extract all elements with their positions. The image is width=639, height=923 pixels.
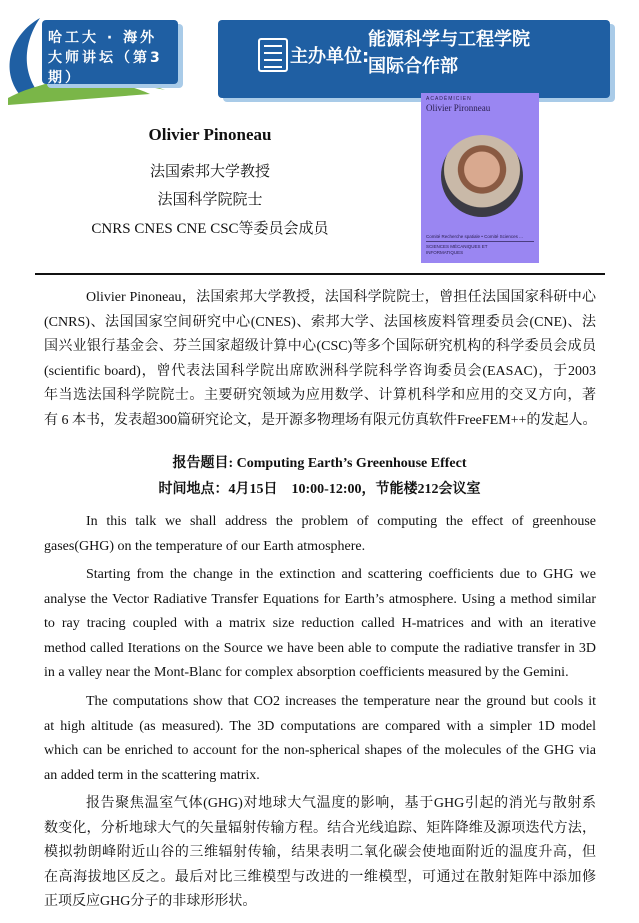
text-line: 在高海拔地区反之。最后对比三维模型与改进的一维模型，可通过在散射矩阵中添加修 [44,869,596,885]
text-line: analyse the Vector Radiative Transfer Equations for Earth’s atmosphere. Using a method similar [44,591,596,607]
abstract-paragraph [44,792,596,915]
talk-time-place: 时间地点：4月15日 10:00-12:00，节能楼212会议室 [158,482,481,497]
text-line: 有 6 本书，发表超300篇研究论文，是开源多物理场有限元仿真软件FreeFEM++的发起人。 [44,412,597,428]
text-line: 数变化，分析地球大气的矢量辐射传输方程。结合光线追踪、矩阵降维及源项迭代方法， [44,820,596,836]
talk-title: 报告题目: Computing Earth’s Greenhouse Effect [172,456,467,471]
host-org: 能源科学与工程学院 [368,29,530,50]
text-line: In this talk we shall address the problem of computing the effect of greenhouse [86,514,596,529]
speaker-title: 法国科学院院士 [157,192,263,208]
abstract-paragraph [44,563,596,686]
text-line: (CNRS)、法国国家空间研究中心(CNES)、索邦大学、法国核废料管理委员会(CNE)、法 [44,314,596,330]
text-line: 正项反应GHG分子的非球形形状。 [44,894,257,909]
divider [35,273,605,275]
text-line: gases(GHG) on the temperature of our Earth atmosphere. [44,538,366,554]
bio-paragraph [44,286,596,433]
text-line: an added term in the scattering matrix. [44,767,260,783]
text-line: to ray tracing coupled with a matrix size reduction called H-matrices and with an iterative [44,616,596,631]
card-committees: Comité Recherche spatiale • Comité Sciences ... [426,234,523,239]
text-line: 年当选法国科学院院士。主要研究领域为应用数学、计算机科学和应用的交叉方向，著 [44,388,596,403]
text-line: Olivier Pinoneau，法国索邦大学教授，法国科学院院士，曾担任法国国家科研中心 [86,290,596,305]
abstract-paragraph [44,690,596,788]
speaker-title: CNRS CNES CNE CSC等委员会成员 [91,221,329,237]
speaker-card-image [421,93,539,263]
text-line: 模拟勃朗峰附近山谷的三维辐射传输，结果表明二氧化碳会使地面附近的温度升高，但 [44,845,596,860]
text-line: 报告聚焦温室气体(GHG)对地球大气温度的影响，基于GHG引起的消光与散射系 [86,796,596,811]
text-line: 国兴业银行基金会、芬兰国家超级计算中心(CSC)等多个国际研究机构的科学委员会成员 [44,339,596,354]
series-badge: 哈工大 · 海外大师讲坛（第3期） [42,20,178,84]
host-label: 主办单位: [290,46,370,67]
text-line: which can be enriched to account for the non-spherical shapes of the molecules of the GHG via [44,743,596,758]
abstract-paragraph [44,510,596,559]
document-icon [258,38,288,72]
text-line: (scientific board)，曾代表法国科学院出席欧洲科学院科学咨询委员会(EASAC)，于2003 [44,363,596,379]
speaker-photo [441,135,523,217]
text-line: in a valley near the Mont-Blanc for complex absorption coefficients measured by the Gemini. [44,665,569,680]
host-banner [218,20,610,98]
card-kicker: ACADÉMICIEN [426,96,472,102]
text-line: Starting from the change in the extinction and scattering coefficients due to GHG we [86,567,596,582]
speaker-name: Olivier Pinoneau [148,125,272,144]
text-line: method called Iterations on the Source we have been able to compute the radiative transfer in 3D [44,640,596,656]
speaker-title: 法国索邦大学教授 [149,164,270,180]
host-org: 国际合作部 [368,56,458,77]
card-name: Olivier Pironneau [426,103,491,113]
text-line: at high altitude (as measured). The 3D computations are compared with a simpler 1D model [44,718,596,734]
text-line: The computations show that CO2 increases the temperature near the ground but cools it [86,694,596,709]
card-section: SCIENCES MÉCANIQUES ET INFORMATIQUES [426,244,488,255]
